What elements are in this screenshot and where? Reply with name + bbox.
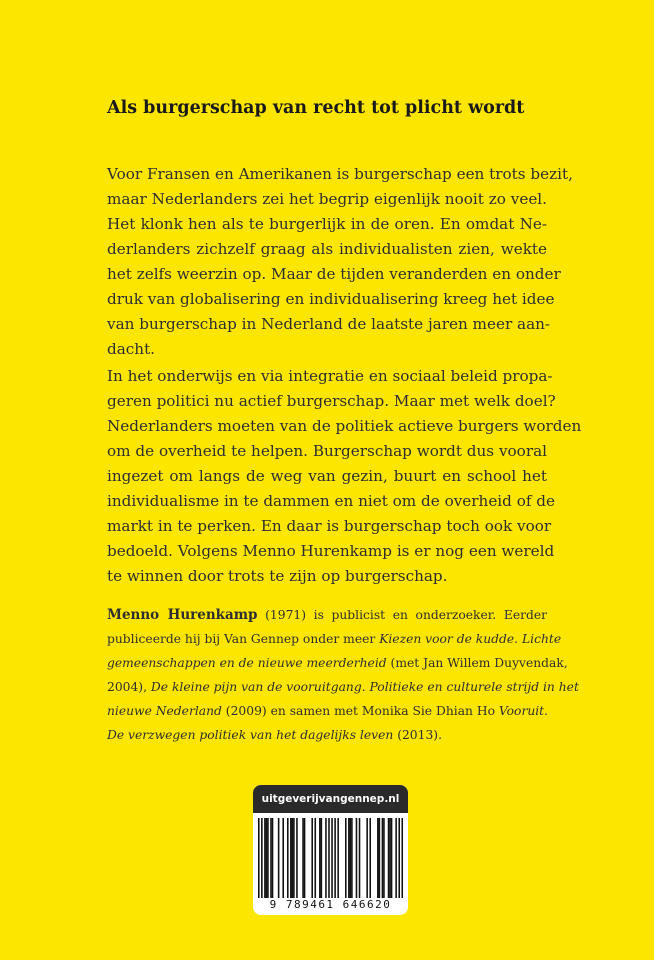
text-line: Nederlanders moeten van de politiek actieve burgers worden (107, 417, 582, 435)
publisher-url-label: uitgeverijvangennep.nl (253, 785, 408, 813)
barcode-bar (379, 818, 381, 898)
barcode-bar (334, 818, 336, 898)
bio-line (107, 675, 579, 699)
author-name: Menno Hurenkamp (107, 607, 258, 623)
barcode-bar (366, 818, 368, 898)
barcode-bar (292, 818, 294, 898)
barcode-bar (278, 818, 280, 898)
back-cover-title: Als burgerschap van recht tot plicht wordt (107, 98, 525, 118)
barcode-bar (267, 818, 269, 898)
bio-text: (1971) is publicist en onderzoeker. Eerder (257, 608, 548, 622)
text-line: markt in te perken. En daar is burgerschap toch ook voor (107, 517, 552, 535)
author-bio (107, 603, 579, 747)
text-line: Voor Fransen en Amerikanen is burgerschap een trots bezit, (107, 165, 573, 183)
text-line: druk van globalisering en individualisering kreeg het idee (107, 290, 555, 308)
barcode-bar (337, 818, 339, 898)
bio-line (107, 723, 547, 747)
barcode-bar (304, 818, 306, 898)
text-line: Het klonk hen als te burgerlijk in de oren. En omdat Ne- (107, 215, 547, 233)
barcode-bar (264, 818, 266, 898)
barcode-bar (287, 818, 289, 898)
barcode-bar (395, 818, 397, 898)
barcode-bar (398, 818, 400, 898)
text-line: te winnen door trots te zijn op burgerschap. (107, 567, 448, 585)
book-title: De kleine pijn van de vooruitgang. Politieke en culturele strijd in het (150, 680, 579, 694)
barcode-bar (382, 818, 384, 898)
text-line: dacht. (107, 340, 155, 358)
barcode-bar (314, 818, 316, 898)
barcode-bar (377, 818, 379, 898)
book-title: gemeenschappen en de nieuwe meerderheid (107, 656, 387, 670)
barcode-bar (261, 818, 263, 898)
barcode-bar (391, 818, 393, 898)
barcode-bar (348, 818, 350, 898)
barcode-bar (270, 818, 272, 898)
text-line: van burgerschap in Nederland de laatste jaren meer aan- (107, 315, 551, 333)
barcode-bar (321, 818, 323, 898)
text-line: In het onderwijs en via integratie en sociaal beleid propa- (107, 367, 553, 385)
text-line: het zelfs weerzin op. Maar de tijden veranderden en onder (107, 265, 561, 283)
barcode-bar (350, 818, 352, 898)
text-line: ingezet om langs de weg van gezin, buurt en school het (107, 467, 547, 485)
text-line: individualisme in te dammen en niet om de overheid of de (107, 492, 556, 510)
barcode-bar (296, 818, 298, 898)
book-title: De verzwegen politiek van het dagelijks leven (107, 728, 394, 742)
barcode (258, 818, 403, 898)
barcode-bar (272, 818, 274, 898)
barcode-bar (369, 818, 371, 898)
barcode-bar (258, 818, 260, 898)
barcode-bar (359, 818, 361, 898)
isbn-number: 9 789461 646620 (269, 898, 392, 911)
bio-text: publiceerde hij bij Van Gennep onder meer (107, 632, 380, 646)
bio-line (107, 699, 547, 723)
barcode-bar (389, 818, 391, 898)
text-line: bedoeld. Volgens Menno Hurenkamp is er nog een wereld (107, 542, 555, 560)
barcode-bar (302, 818, 304, 898)
barcode-bar (351, 818, 353, 898)
barcode-bar (383, 818, 385, 898)
bio-text: (met Jan Willem Duyvendak, (386, 656, 568, 670)
book-title: Vooruit. (498, 704, 549, 718)
barcode-bar (266, 818, 268, 898)
bio-text: 2004), (107, 680, 151, 694)
book-title: Kiezen voor de kudde. Lichte (379, 632, 562, 646)
barcode-bar (293, 818, 295, 898)
blurb-paragraph-1 (107, 162, 573, 362)
bio-line (107, 627, 562, 651)
text-line: maar Nederlanders zei het begrip eigenlijk nooit zo veel. (107, 190, 547, 208)
text-line: geren politici nu actief burgerschap. Maar met welk doel? (107, 392, 556, 410)
blurb-paragraph-2 (107, 364, 582, 589)
text-line: om de overheid te helpen. Burgerschap wordt dus vooral (107, 442, 547, 460)
barcode-bar (345, 818, 347, 898)
barcode-bar (282, 818, 284, 898)
bio-text: (2013). (393, 728, 442, 742)
text-line: derlanders zichzelf graag als individualisten zien, wekte (107, 240, 547, 258)
bio-line (107, 603, 547, 627)
barcode-bar (356, 818, 358, 898)
barcode-bar (290, 818, 292, 898)
bio-text: (2009) en samen met Monika Sie Dhian Ho (221, 704, 499, 718)
bio-line (107, 651, 568, 675)
barcode-bar (328, 818, 330, 898)
book-title: nieuwe Nederland (107, 704, 222, 718)
barcode-bar (388, 818, 390, 898)
barcode-bar (401, 818, 403, 898)
barcode-bar (319, 818, 321, 898)
barcode-bar (331, 818, 333, 898)
barcode-bar (311, 818, 313, 898)
barcode-bar (325, 818, 327, 898)
